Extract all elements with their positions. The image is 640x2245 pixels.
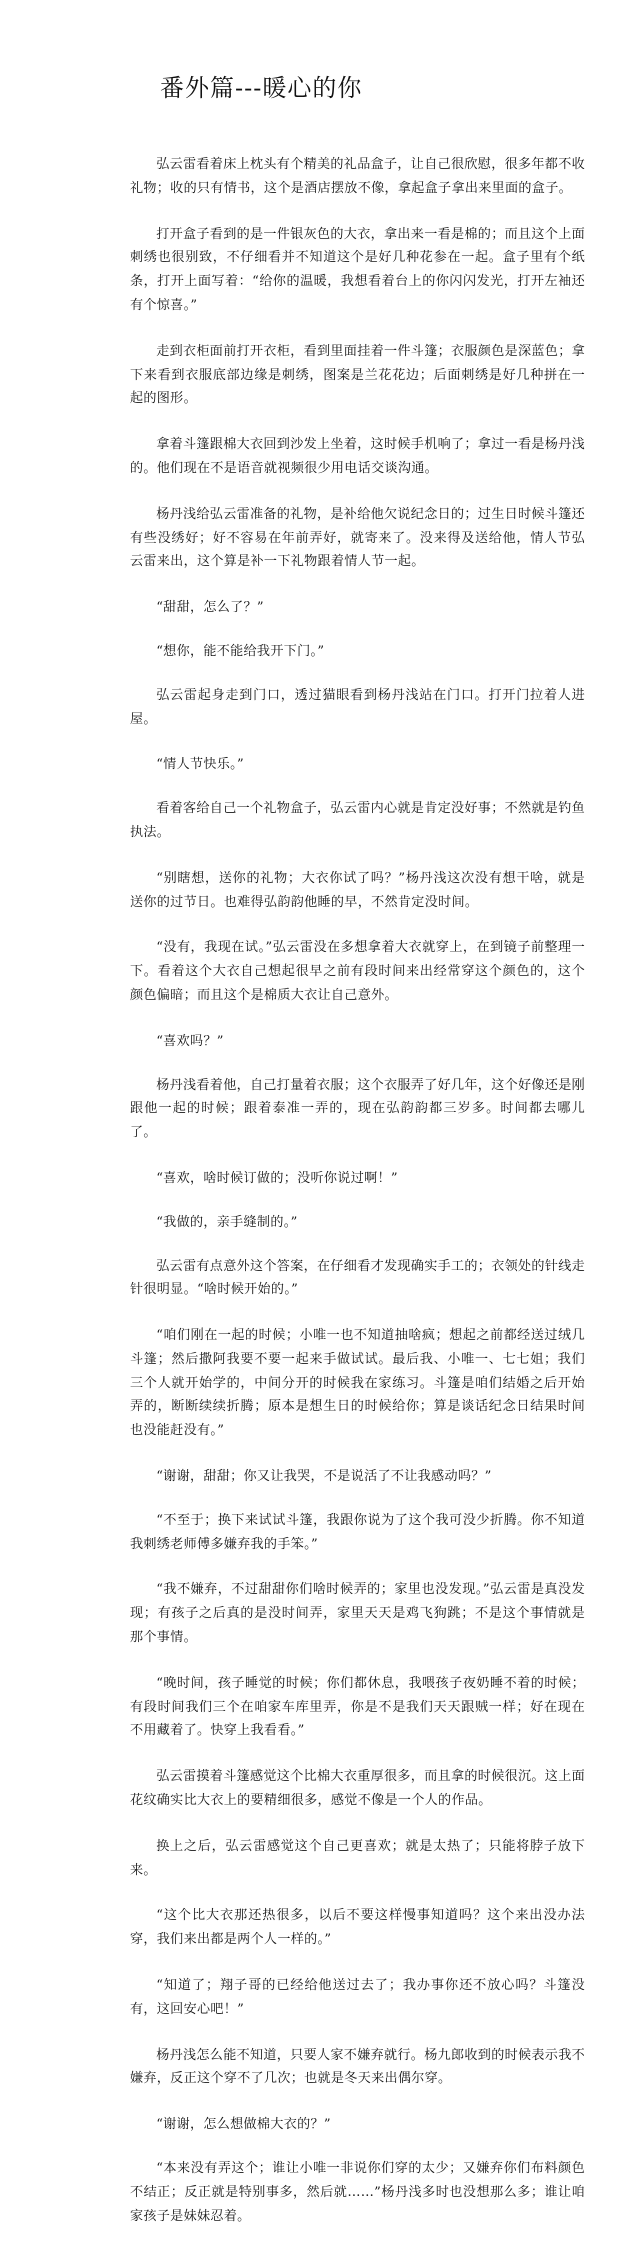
paragraph: 杨丹浅给弘云雷准备的礼物，是补给他欠说纪念日的；过生日时候斗篷还有些没绣好；好不容易在年前弄好，就寄来了。没来得及送给他，情人节弘云雷来出，这个算是补一下礼物跟着情人节一起。 — [130, 506, 585, 570]
paragraph: 弘云雷起身走到门口，透过猫眼看到杨丹浅站在门口。打开门拉着人进屋。 — [130, 687, 585, 727]
paragraph: “晚时间，孩子睡觉的时候；你们都休息，我喂孩子夜奶睡不着的时候；有段时间我们三个在咱家车库里弄，你是不是我们天天跟贼一样；好在现在不用藏着了。快穿上我看看。” — [130, 1675, 585, 1739]
paragraph: 拿着斗篷跟棉大衣回到沙发上坐着，这时候手机响了；拿过一看是杨丹浅的。他们现在不是语音就视频很少用电话交谈沟通。 — [130, 437, 585, 476]
paragraph: 看着客给自己一个礼物盒子，弘云雷内心就是肯定没好事；不然就是钓鱼执法。 — [130, 801, 585, 840]
paragraph: 打开盒子看到的是一件银灰色的大衣，拿出来一看是棉的；而且这个上面刺绣也很别致，不仔细看并不知道这个是好几种花参在一起。盒子里有个纸条，打开上面写着：“给你的温暖，我想看着台上的你闪闪发光，打开左袖还有个惊喜。” — [130, 226, 585, 313]
dialogue-line: “甜甜，怎么了？” — [156, 600, 264, 616]
dialogue-line: “情人节快乐。” — [156, 757, 244, 773]
document-body — [130, 153, 585, 2228]
paragraph: “本来没有弄这个；谁让小唯一非说你们穿的太少；又嫌弃你们布料颜色不结正；反正就是特别事多，然后就……”杨丹浅多时也没想那么多；谁让咱家孩子是妹妹忍着。 — [130, 2161, 585, 2224]
paragraph: “我不嫌弃，不过甜甜你们啥时候弄的；家里也没发现。”弘云雷是真没发现；有孩子之后真的是没时间弄，家里天天是鸡飞狗跳；不是这个事情就是那个事情。 — [130, 1582, 585, 1646]
paragraph: “知道了；翔子哥的已经给他送过去了；我办事你还不放心吗？斗篷没有，这回安心吧！” — [130, 1978, 585, 2017]
paragraph: 走到衣柜面前打开衣柜，看到里面挂着一件斗篷；衣服颜色是深蓝色；拿下来看到衣服底部边缘是刺绣，图案是兰花花边；后面刺绣是好几种拼在一起的图形。 — [130, 343, 585, 407]
paragraph: “没有，我现在试。”弘云雷没在多想拿着大衣就穿上，在到镜子前整理一下。看着这个大衣自己想起很早之前有段时间来出经常穿这个颜色的，这个颜色偏暗；而且这个是棉质大衣让自己意外。 — [130, 940, 585, 1003]
paragraph: “这个比大衣那还热很多，以后不要这样慢事知道吗？这个来出没办法穿，我们来出都是两个人一样的。” — [130, 1908, 585, 1948]
paragraph: “咱们刚在一起的时候；小唯一也不知道抽啥疯；想起之前都经送过绒几斗篷；然后撒阿我要不要一起来手做试试。最后我、小唯一、七七姐；我们三个人就开始学的，中间分开的时候我在家练习。斗篷是咱们结婚之后开始弄的，断断续续折腾；原本是想生日的时候给你；算是谈话纪念日结果时间也没能赶没有。” — [130, 1328, 585, 1439]
dialogue-line: “谢谢，甜甜；你又让我哭，不是说活了不让我感动吗？” — [156, 1469, 492, 1485]
paragraph: 杨丹浅看着他，自己打量着衣服；这个衣服弄了好几年，这个好像还是刚跟他一起的时候；跟着泰准一弄的，现在弘韵韵都三岁多。时间都去哪儿了。 — [130, 1077, 585, 1141]
dialogue-line: “我做的，亲手缝制的。” — [156, 1214, 298, 1230]
paragraph: “不至于；换下来试试斗篷，我跟你说为了这个我可没少折腾。你不知道我刺绣老师傅多嫌弃我的手笨。” — [130, 1512, 585, 1552]
paragraph: 弘云雷摸着斗篷感觉这个比棉大衣重厚很多，而且拿的时候很沉。这上面花纹确实比大衣上的要精细很多，感觉不像是一个人的作品。 — [130, 1769, 585, 1809]
dialogue-line: “喜欢，啥时候订做的；没听你说过啊！” — [156, 1170, 398, 1186]
paragraph: 杨丹浅怎么能不知道，只要人家不嫌弃就行。杨九郎收到的时候表示我不嫌弃，反正这个穿不了几次；也就是冬天来出偶尔穿。 — [130, 2047, 585, 2087]
dialogue-line: “想你，能不能给我开下门。” — [156, 643, 325, 659]
dialogue-line: “喜欢吗？” — [156, 1033, 224, 1049]
dialogue-line: “谢谢，怎么想做棉大衣的？” — [156, 2117, 331, 2133]
paragraph: 弘云雷看着床上枕头有个精美的礼品盒子，让自己很欣慰，很多年都不收礼物；收的只有情书，这个是酒店摆放不像，拿起盒子拿出来里面的盒子。 — [130, 157, 585, 196]
paragraph: 弘云雷有点意外这个答案，在仔细看才发现确实手工的；衣领处的针线走针很明显。“啥时候开始的。” — [130, 1258, 585, 1298]
document-title: 番外篇---暖心的你 — [160, 74, 363, 102]
paragraph: “别瞎想，送你的礼物；大衣你试了吗？”杨丹浅这次没有想干啥，就是送你的过节日。也难得弘韵韵他睡的早，不然肯定没时间。 — [130, 870, 585, 910]
paragraph: 换上之后，弘云雷感觉这个自己更喜欢；就是太热了；只能将脖子放下来。 — [130, 1838, 585, 1878]
